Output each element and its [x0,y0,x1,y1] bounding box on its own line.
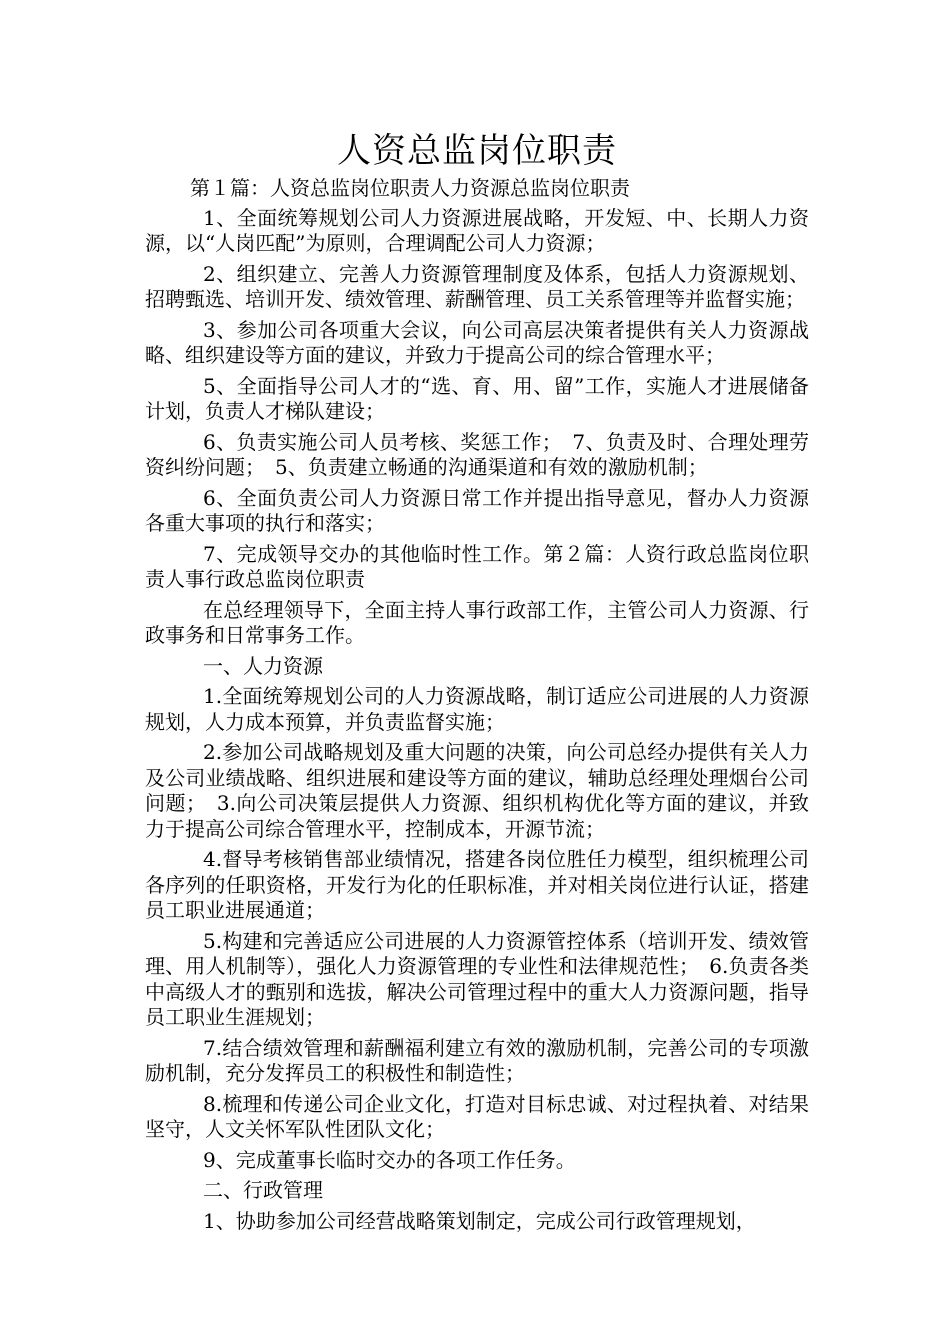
paragraph: 6、负责实施公司人员考核、奖惩工作； 7、负责及时、合理处理劳资纠纷问题； 5、负责建立畅通的沟通渠道和有效的激励机制； [145,429,809,479]
paragraph: 2.参加公司战略规划及重大问题的决策，向公司总经办提供有关人力及公司业绩战略、组织进展和建设等方面的建议，辅助总经理处理烟台公司问题； 3.向公司决策层提供人力资源、组织机构优化等方面的建议，并致力于提高公司综合管理水平，控制成本，开源节流； [145,740,809,841]
paragraph: 在总经理领导下，全面主持人事行政部工作，主管公司人力资源、行政事务和日常事务工作。 [145,597,809,647]
paragraph: 7.结合绩效管理和薪酬福利建立有效的激励机制，完善公司的专项激励机制，充分发挥员工的积极性和制造性； [145,1035,809,1085]
paragraph: 1、协助参加公司经营战略策划制定，完成公司行政管理规划， [203,1208,756,1233]
paragraph: 5.构建和完善适应公司进展的人力资源管控体系（培训开发、绩效管理、用人机制等），强化人力资源管理的专业性和法律规范性； 6.负责各类中高级人才的甄别和选拔，解决公司管理过程中的重大人力资源问题，指导员工职业生涯规划； [145,928,809,1029]
paragraph: 1、全面统筹规划公司人力资源进展战略，开发短、中、长期人力资源，以“人岗匹配”为原则，合理调配公司人力资源； [145,205,809,255]
document-subtitle: 第１篇：人资总监岗位职责人力资源总监岗位职责 [190,176,630,200]
paragraph: 9、完成董事长临时交办的各项工作任务。 [203,1147,576,1172]
paragraph: 7、完成领导交办的其他临时性工作。第２篇：人资行政总监岗位职责人事行政总监岗位职责 [145,541,809,591]
paragraph: 2、组织建立、完善人力资源管理制度及体系，包括人力资源规划、招聘甄选、培训开发、绩效管理、薪酬管理、员工关系管理等并监督实施； [145,261,809,311]
paragraph: 5、全面指导公司人才的“选、育、用、留”工作，实施人才进展储备计划，负责人才梯队建设； [145,373,809,423]
section-heading: 二、行政管理 [203,1178,323,1202]
paragraph: 3、参加公司各项重大会议，向公司高层决策者提供有关人力资源战略、组织建设等方面的建议，并致力于提高公司的综合管理水平； [145,317,809,367]
document-title: 人资总监岗位职责 [337,131,617,171]
paragraph: 8.梳理和传递公司企业文化，打造对目标忠诚、对过程执着、对结果坚守，人文关怀军队性团队文化； [145,1091,809,1141]
paragraph: 6、全面负责公司人力资源日常工作并提出指导意见，督办人力资源各重大事项的执行和落实； [145,485,809,535]
section-heading: 一、人力资源 [203,653,323,678]
document-page [145,126,809,1239]
paragraph: 1.全面统筹规划公司的人力资源战略，制订适应公司进展的人力资源规划，人力成本预算，并负责监督实施； [145,684,809,734]
paragraph: 4.督导考核销售部业绩情况，搭建各岗位胜任力模型，组织梳理公司各序列的任职资格，开发行为化的任职标准，并对相关岗位进行认证，搭建员工职业进展通道； [145,847,809,922]
